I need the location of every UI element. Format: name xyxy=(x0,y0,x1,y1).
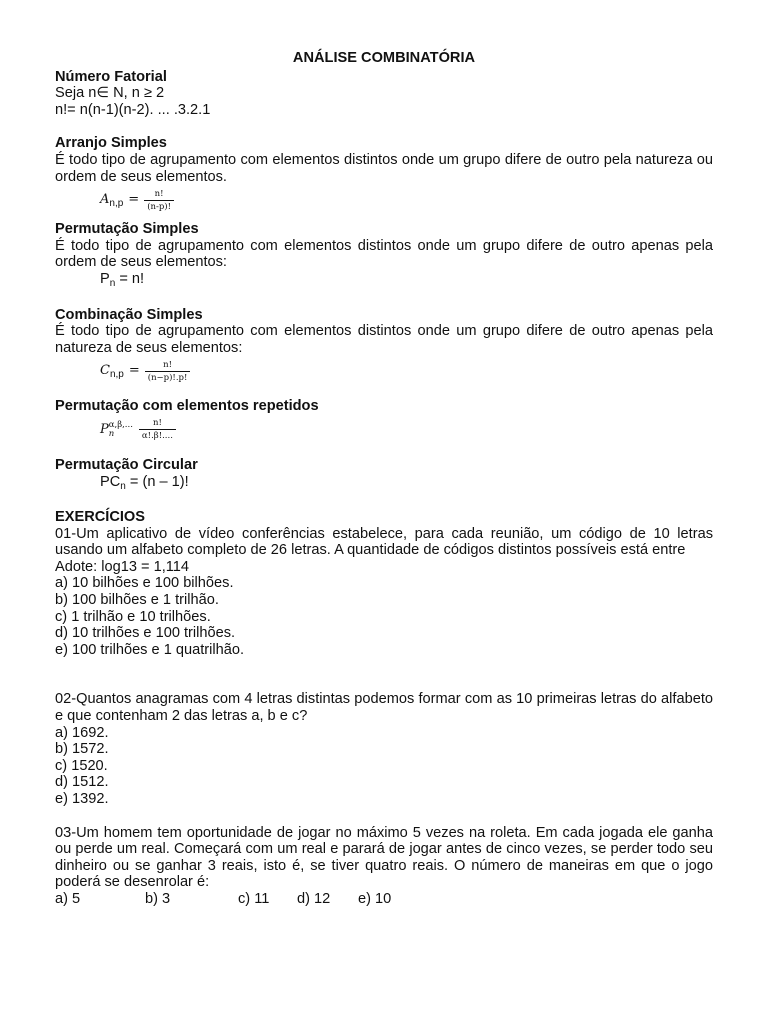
perm-repetidos-fraction xyxy=(139,418,176,441)
question-02 xyxy=(55,691,713,807)
permutacao-text: É todo tipo de agrupamento com elementos distintos onde um grupo difere de outro apenas pela ordem de seus elementos: xyxy=(55,237,713,271)
question-03-option-d: d) 12 xyxy=(297,890,331,907)
question-01-option-c: c) 1 trilhão e 10 trilhões. xyxy=(55,608,211,625)
document-title: ANÁLISE COMBINATÓRIA xyxy=(292,50,476,66)
question-01-option-b: b) 100 bilhões e 1 trilhão. xyxy=(55,592,219,609)
question-02-option-d: d) 1512. xyxy=(55,774,109,791)
combinacao-text: É todo tipo de agrupamento com elementos distintos onde um grupo difere de outro apenas pela natureza de seus elementos: xyxy=(55,323,713,356)
combinacao-symbol: C xyxy=(100,363,110,379)
arranjo-eq: = xyxy=(128,191,140,207)
perm-circular-sub: n xyxy=(120,480,126,492)
perm-repetidos-sup: α,β,... xyxy=(108,419,133,430)
arranjo-symbol: A xyxy=(100,191,110,207)
heading-combinacao: Combinação Simples xyxy=(55,306,203,323)
fatorial-line-2: n!= n(n-1)(n-2). ... .3.2.1 xyxy=(55,101,211,118)
arranjo-text: É todo tipo de agrupamento com elementos distintos onde um grupo difere de outro pela natureza ou ordem de seus elementos. xyxy=(55,151,713,185)
question-02-option-e: e) 1392. xyxy=(55,791,109,807)
question-03-option-e: e) 10 xyxy=(358,890,392,907)
question-02-text: 02-Quantos anagramas com 4 letras distintas podemos formar com as 10 primeiras letras do alfabeto e que contenham 2 das letras a, b e c? xyxy=(55,691,713,725)
question-03-option-b: b) 3 xyxy=(145,890,171,907)
heading-exercicios: EXERCÍCIOS xyxy=(55,509,146,526)
combinacao-sub: n,p xyxy=(109,369,124,381)
heading-arranjo: Arranjo Simples xyxy=(55,135,167,152)
perm-circular-formula xyxy=(55,474,713,493)
heading-perm-repetidos: Permutação com elementos repetidos xyxy=(55,398,319,415)
permutacao-symbol: P xyxy=(100,270,110,287)
question-03 xyxy=(55,825,713,908)
section-exercicios xyxy=(55,509,713,907)
question-03-option-a: a) 5 xyxy=(55,890,81,907)
arranjo-numerator: n! xyxy=(154,188,164,199)
perm-repetidos-sub: n xyxy=(108,428,115,439)
section-fatorial xyxy=(55,69,713,119)
question-01-hint: Adote: log13 = 1,114 xyxy=(55,558,190,575)
permutacao-sub: n xyxy=(109,277,116,289)
perm-repetidos-formula xyxy=(55,415,713,445)
question-01-option-a: a) 10 bilhões e 100 bilhões. xyxy=(55,575,234,592)
question-02-option-a: a) 1692. xyxy=(55,724,109,741)
arranjo-denominator: (n-p)! xyxy=(144,200,174,212)
section-perm-repetidos xyxy=(55,398,713,445)
perm-repetidos-indices xyxy=(109,421,133,439)
heading-fatorial: Número Fatorial xyxy=(55,68,167,85)
question-01-text: 01-Um aplicativo de vídeo conferências estabelece, para cada reunião, um código de 10 letras usando um alfabeto completo de 26 letras. A quantidade de códigos distintos possíveis está entre xyxy=(55,525,713,559)
permutacao-rest: = n! xyxy=(115,270,145,287)
question-03-text: 03-Um homem tem oportunidade de jogar no máximo 5 vezes na roleta. Em cada jogada ele ganha ou perde um real. Começará com um real e parará de jogar antes de cinco vezes, se perder todo seu dinheiro ou se ganhar 3 reais, isto é, se tiver quatro reais. O número de maneiras em que o jogo poderá se desenrolar é: xyxy=(55,824,713,891)
document-page xyxy=(55,50,713,908)
question-03-options xyxy=(55,891,713,908)
question-02-option-c: c) 1520. xyxy=(55,757,108,774)
arranjo-sub: n,p xyxy=(109,197,124,209)
permutacao-formula xyxy=(55,271,713,290)
question-03-option-c: c) 11 xyxy=(238,890,270,907)
combinacao-eq: = xyxy=(128,363,140,379)
heading-permutacao: Permutação Simples xyxy=(55,221,199,238)
question-01-option-e: e) 100 trilhões e 1 quatrilhão. xyxy=(55,641,245,658)
arranjo-formula xyxy=(55,185,713,215)
combinacao-numerator: n! xyxy=(163,359,173,370)
combinacao-denominator: (n−p)!.p! xyxy=(145,371,191,383)
section-perm-circular xyxy=(55,457,713,492)
perm-repetidos-denominator: α!.β!.... xyxy=(139,429,176,441)
heading-perm-circular: Permutação Circular xyxy=(55,456,198,473)
perm-circular-symbol: PC xyxy=(100,473,121,490)
question-01 xyxy=(55,526,713,659)
question-02-option-b: b) 1572. xyxy=(55,741,109,758)
combinacao-formula xyxy=(55,356,713,386)
perm-repetidos-symbol: P xyxy=(100,421,109,437)
arranjo-fraction xyxy=(144,189,174,212)
perm-circular-rest: = (n – 1)! xyxy=(125,473,189,490)
section-combinacao xyxy=(55,307,713,387)
perm-repetidos-numerator: n! xyxy=(152,418,162,429)
section-permutacao xyxy=(55,221,713,289)
section-arranjo xyxy=(55,135,713,215)
combinacao-fraction xyxy=(145,360,191,383)
question-01-option-d: d) 10 trilhões e 100 trilhões. xyxy=(55,625,236,642)
fatorial-line-1: Seja n∈ N, n ≥ 2 xyxy=(55,85,165,102)
